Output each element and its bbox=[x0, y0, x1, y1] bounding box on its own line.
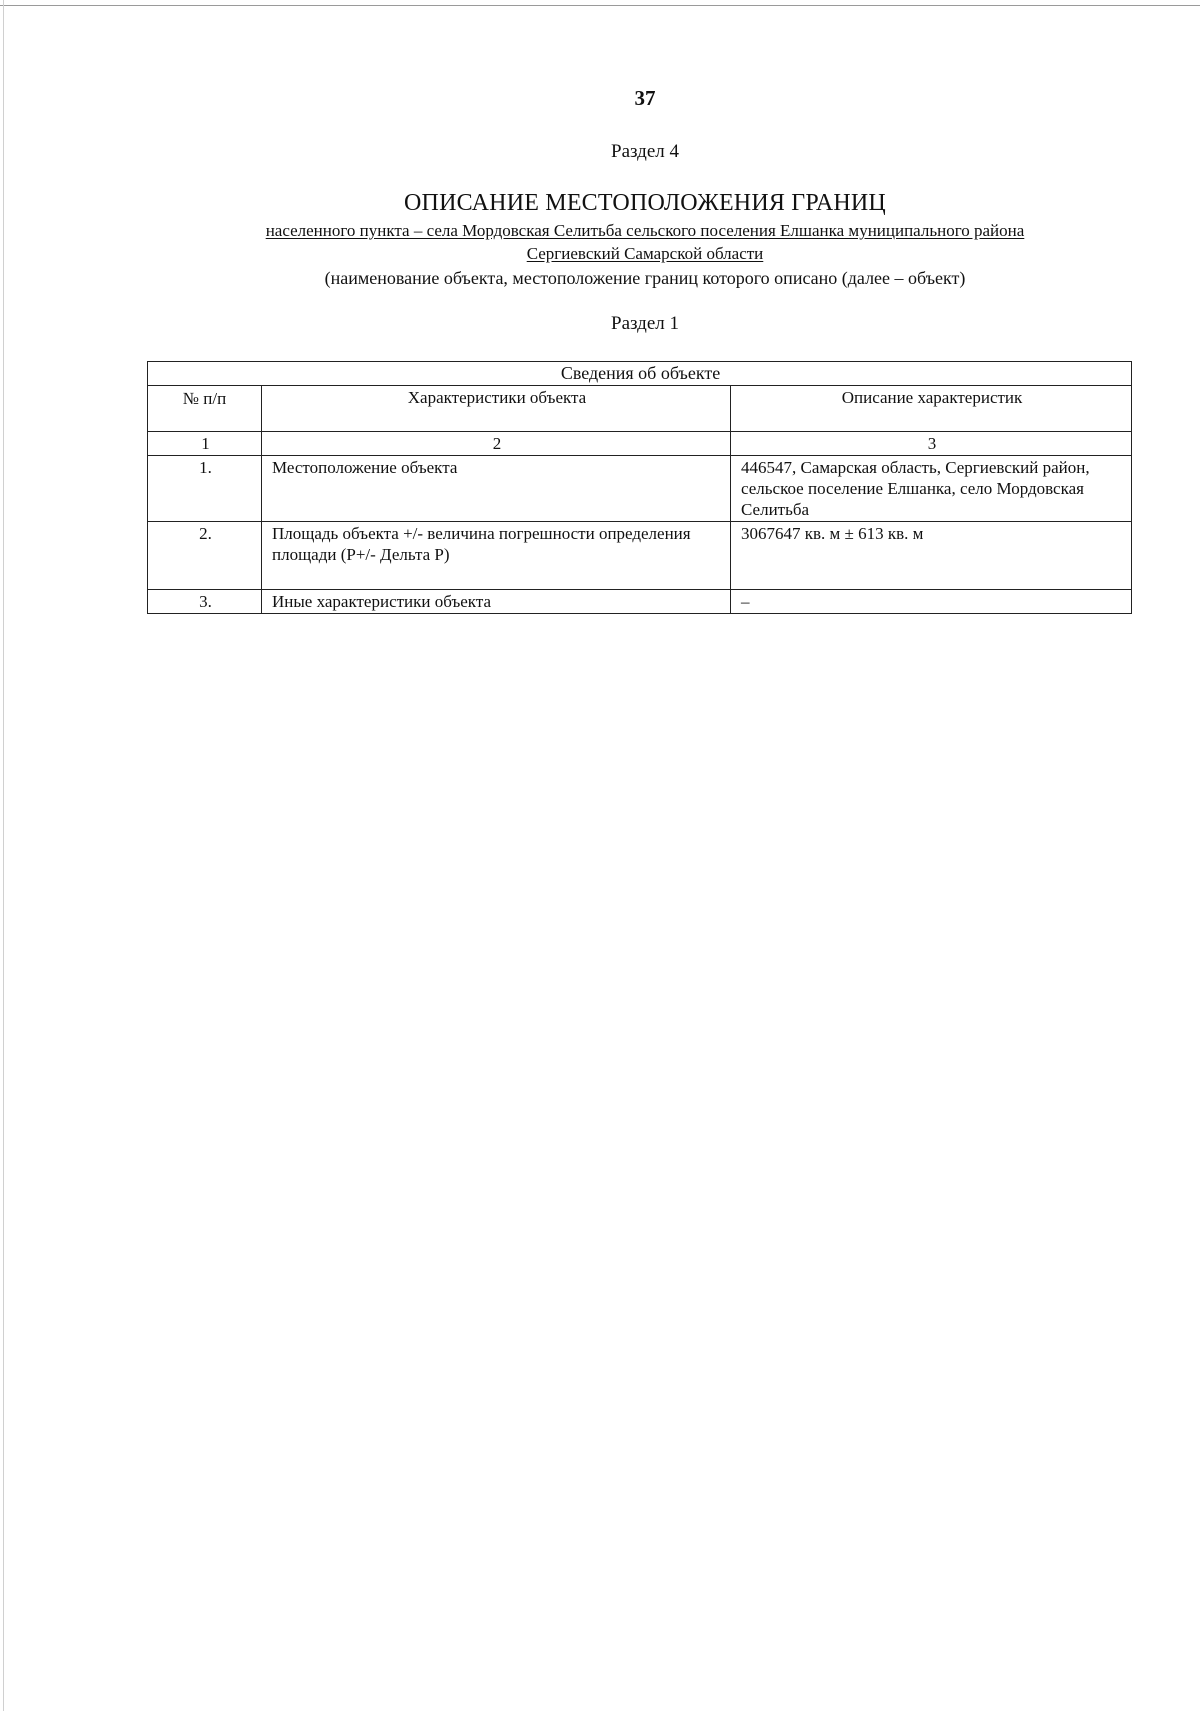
table-caption: Сведения об объекте bbox=[148, 362, 1132, 386]
header-characteristic: Характеристики объекта bbox=[262, 386, 731, 432]
scan-edge-top bbox=[0, 5, 1200, 6]
table-row bbox=[148, 456, 1132, 522]
subtitle-line-2: Сергиевский Самарской области bbox=[526, 244, 764, 263]
document-title: ОПИСАНИЕ МЕСТОПОЛОЖЕНИЯ ГРАНИЦ bbox=[404, 190, 886, 216]
section-heading-sub: Раздел 1 bbox=[611, 313, 679, 334]
subtitle-line-1: населенного пункта – села Мордовская Селитьба сельского поселения Елшанка муниципального района bbox=[265, 221, 1025, 240]
column-number-2: 2 bbox=[262, 432, 731, 456]
row-description: 3067647 кв. м ± 613 кв. м bbox=[731, 522, 1132, 590]
row-description: 446547, Самарская область, Сергиевский район, сельское поселение Елшанка, село Мордовская Селитьба bbox=[731, 456, 1132, 522]
section-heading-top: Раздел 4 bbox=[611, 141, 679, 162]
row-number: 1. bbox=[148, 456, 262, 522]
row-description: – bbox=[731, 590, 1132, 614]
table-row bbox=[148, 590, 1132, 614]
column-number-3: 3 bbox=[731, 432, 1132, 456]
row-characteristic: Иные характеристики объекта bbox=[262, 590, 731, 614]
column-number-1: 1 bbox=[148, 432, 262, 456]
table-header-row bbox=[148, 386, 1132, 432]
page-number: 37 bbox=[634, 86, 656, 110]
object-caption-note: (наименование объекта, местоположение границ которого описано (далее – объект) bbox=[324, 268, 966, 288]
row-characteristic: Площадь объекта +/- величина погрешности определения площади (P+/- Дельта P) bbox=[262, 522, 731, 590]
row-characteristic: Местоположение объекта bbox=[262, 456, 731, 522]
row-number: 2. bbox=[148, 522, 262, 590]
row-number: 3. bbox=[148, 590, 262, 614]
object-info-table bbox=[147, 361, 1132, 614]
header-number: № п/п bbox=[148, 386, 262, 432]
header-description: Описание характеристик bbox=[731, 386, 1132, 432]
table-caption-row bbox=[148, 362, 1132, 386]
column-number-row bbox=[148, 432, 1132, 456]
table-row bbox=[148, 522, 1132, 590]
